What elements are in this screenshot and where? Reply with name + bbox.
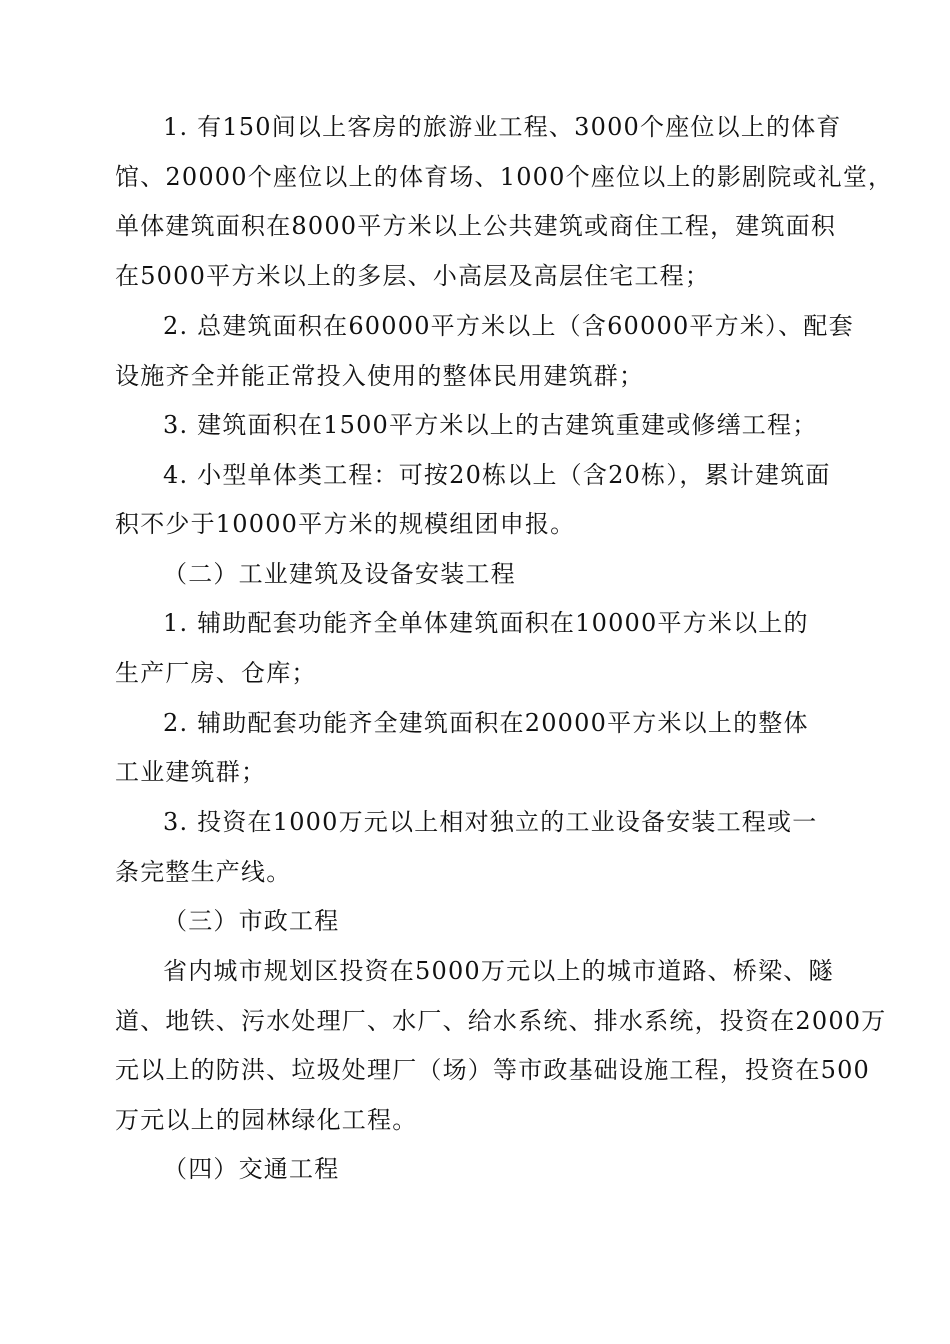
paragraph-line: 道、地铁、污水处理厂、水厂、给水系统、排水系统，投资在2000万 xyxy=(115,1007,887,1035)
paragraph-line: 生产厂房、仓库； xyxy=(115,659,317,687)
section-heading: （二）工业建筑及设备安装工程 xyxy=(163,560,516,588)
paragraph-line: 在5000平方米以上的多层、小高层及高层住宅工程； xyxy=(115,262,711,290)
paragraph-line: 单体建筑面积在8000平方米以上公共建筑或商住工程，建筑面积 xyxy=(115,212,837,240)
paragraph-line: 设施齐全并能正常投入使用的整体民用建筑群； xyxy=(115,362,645,390)
paragraph-line: 4. 小型单体类工程：可按20栋以上（含20栋），累计建筑面 xyxy=(163,461,831,489)
paragraph-line: 1. 有150间以上客房的旅游业工程、3000个座位以上的体育 xyxy=(163,113,842,141)
paragraph-line: 3. 投资在1000万元以上相对独立的工业设备安装工程或一 xyxy=(163,808,818,836)
paragraph-line: 工业建筑群； xyxy=(115,758,267,786)
paragraph-line: 条完整生产线。 xyxy=(115,858,292,886)
section-heading: （四）交通工程 xyxy=(163,1155,340,1183)
paragraph-line: 省内城市规划区投资在5000万元以上的城市道路、桥梁、隧 xyxy=(163,957,834,985)
paragraph-line: 2. 总建筑面积在60000平方米以上（含60000平方米）、配套 xyxy=(163,312,854,340)
section-heading: （三）市政工程 xyxy=(163,907,340,935)
paragraph-line: 元以上的防洪、垃圾处理厂（场）等市政基础设施工程，投资在500 xyxy=(115,1056,871,1084)
paragraph-line: 2. 辅助配套功能齐全建筑面积在20000平方米以上的整体 xyxy=(163,709,809,737)
paragraph-line: 1. 辅助配套功能齐全单体建筑面积在10000平方米以上的 xyxy=(163,609,809,637)
paragraph-line: 积不少于10000平方米的规模组团申报。 xyxy=(115,510,576,538)
paragraph-line: 万元以上的园林绿化工程。 xyxy=(115,1106,418,1134)
paragraph-line: 3. 建筑面积在1500平方米以上的古建筑重建或修缮工程； xyxy=(163,411,818,439)
paragraph-line: 馆、20000个座位以上的体育场、1000个座位以上的影剧院或礼堂， xyxy=(115,163,894,191)
